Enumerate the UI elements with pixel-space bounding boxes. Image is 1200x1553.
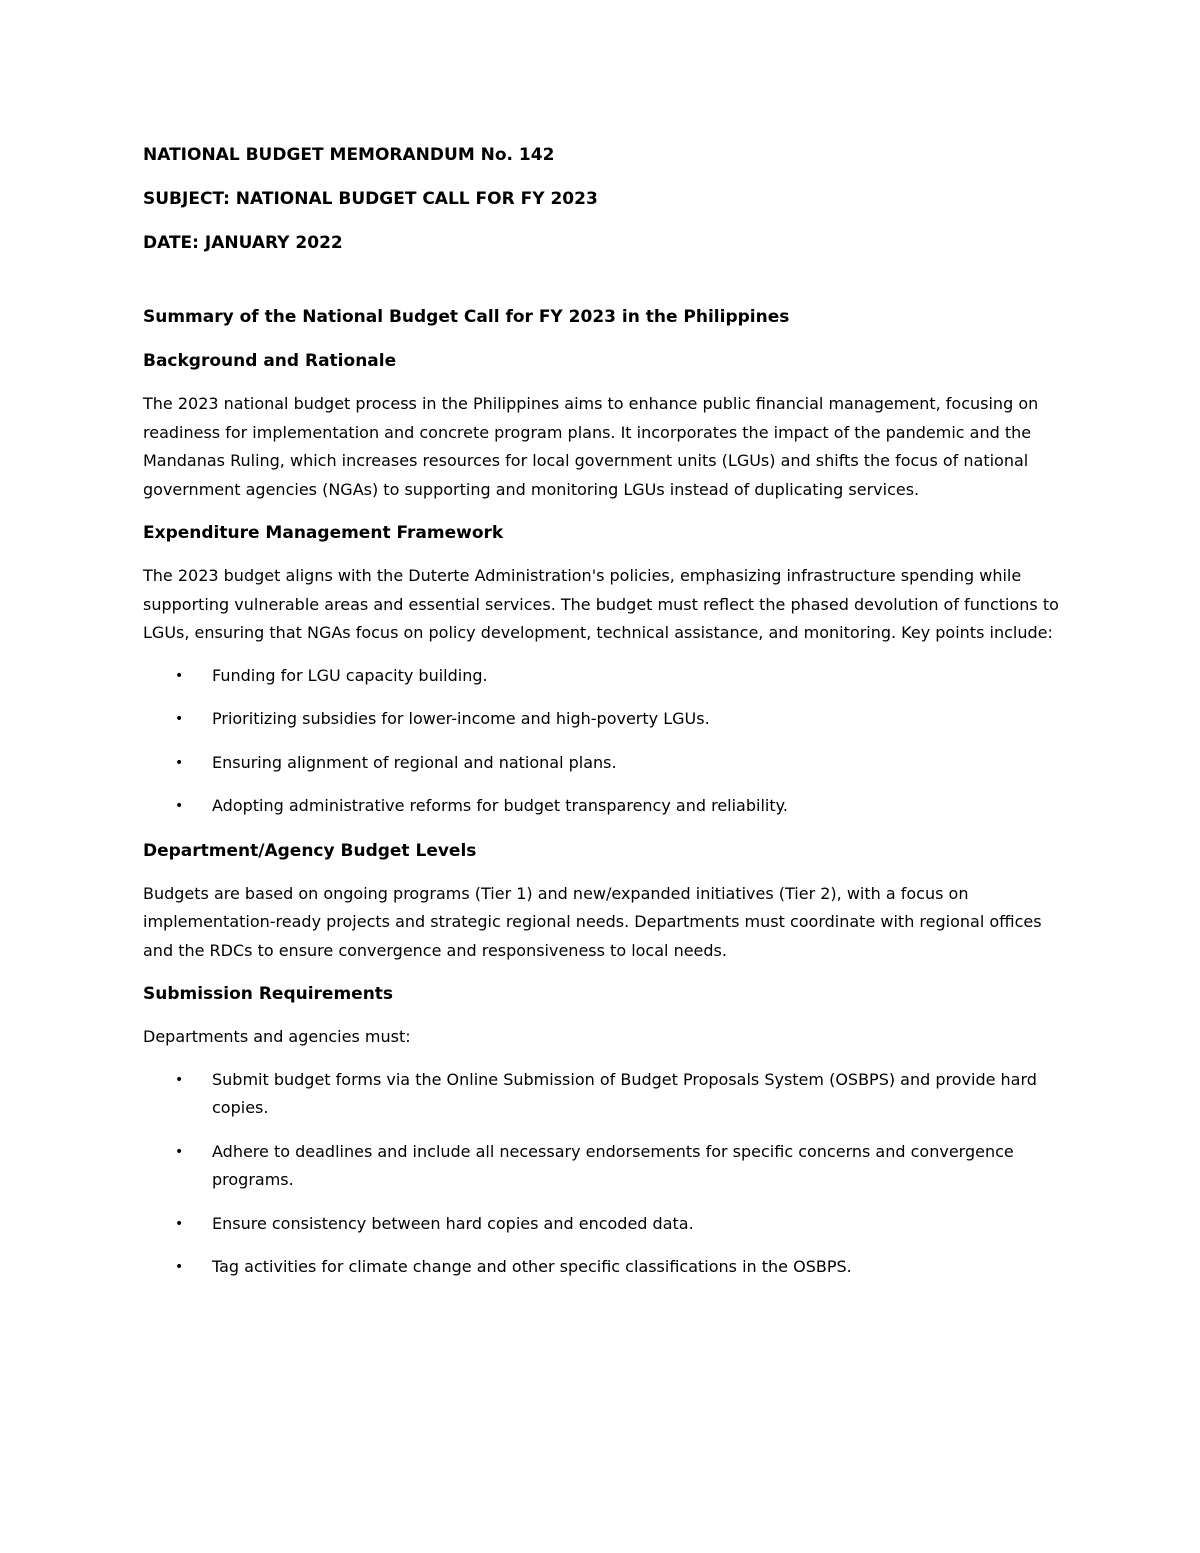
list-item-text: Adopting administrative reforms for budget transparency and reliability. xyxy=(212,796,788,815)
bullet-icon: • xyxy=(175,1071,184,1088)
memo-subject: SUBJECT: NATIONAL BUDGET CALL FOR FY 2023 xyxy=(143,189,598,209)
section-heading-background: Background and Rationale xyxy=(143,351,397,371)
bullet-icon: • xyxy=(175,711,184,727)
section-heading-submission: Submission Requirements xyxy=(143,984,394,1004)
bullet-icon: • xyxy=(175,798,184,814)
document-title: Summary of the National Budget Call for FY 2023 in the Philippines xyxy=(143,307,790,327)
submission-paragraph: Departments and agencies must: xyxy=(143,1027,411,1046)
bullet-icon: • xyxy=(175,1259,184,1275)
bullet-icon: • xyxy=(175,667,184,684)
list-item xyxy=(143,662,1063,691)
memo-number: NATIONAL BUDGET MEMORANDUM No. 142 xyxy=(143,145,555,165)
list-item-text: Prioritizing subsidies for lower-income and high-poverty LGUs. xyxy=(212,709,710,728)
list-item xyxy=(143,1066,1063,1123)
background-paragraph: The 2023 national budget process in the Philippines aims to enhance public financial management, focusing on readiness for implementation and concrete program plans. It incorporates the impact of the pandemic and the Mandanas Ruling, which increases resources for local government units (LGUs) and shifts the focus of national government agencies (NGAs) to supporting and monitoring LGUs instead of duplicating services. xyxy=(143,394,1039,499)
list-item-text: Adhere to deadlines and include all necessary endorsements for specific concerns and convergence programs. xyxy=(212,1141,1014,1189)
list-item xyxy=(143,1138,1063,1195)
list-item xyxy=(143,1210,1063,1239)
memo-date: DATE: JANUARY 2022 xyxy=(143,233,343,253)
document-content xyxy=(143,140,1063,1297)
bullet-icon: • xyxy=(175,1143,184,1160)
budget-levels-paragraph: Budgets are based on ongoing programs (Tier 1) and new/expanded initiatives (Tier 2), with a focus on implementation-ready projects and strategic regional needs. Departments must coordinate with regional offices and the RDCs to ensure convergence and responsiveness to local needs. xyxy=(143,883,1042,960)
list-item-text: Ensuring alignment of regional and national plans. xyxy=(212,752,617,772)
submission-bullet-list xyxy=(143,1066,1063,1282)
list-item-text: Submit budget forms via the Online Submission of Budget Proposals System (OSBPS) and provide hard copies. xyxy=(212,1069,1037,1117)
expenditure-paragraph: The 2023 budget aligns with the Duterte Administration's policies, emphasizing infrastructure spending while supporting vulnerable areas and essential services. The budget must reflect the phased devolution of functions to LGUs, ensuring that NGAs focus on policy development, technical assistance, and monitoring. Key points include: xyxy=(143,566,1059,642)
list-item xyxy=(143,792,1063,821)
bullet-icon: • xyxy=(175,1215,184,1232)
bullet-icon: • xyxy=(175,754,184,771)
list-item-text: Funding for LGU capacity building. xyxy=(212,665,488,685)
list-item xyxy=(143,705,1063,734)
list-item-text: Tag activities for climate change and other specific classifications in the OSBPS. xyxy=(212,1257,852,1276)
list-item-text: Ensure consistency between hard copies and encoded data. xyxy=(212,1213,694,1233)
section-heading-expenditure: Expenditure Management Framework xyxy=(143,523,504,543)
expenditure-bullet-list xyxy=(143,662,1063,821)
list-item xyxy=(143,749,1063,778)
section-heading-budget-levels: Department/Agency Budget Levels xyxy=(143,840,477,861)
list-item xyxy=(143,1253,1063,1282)
